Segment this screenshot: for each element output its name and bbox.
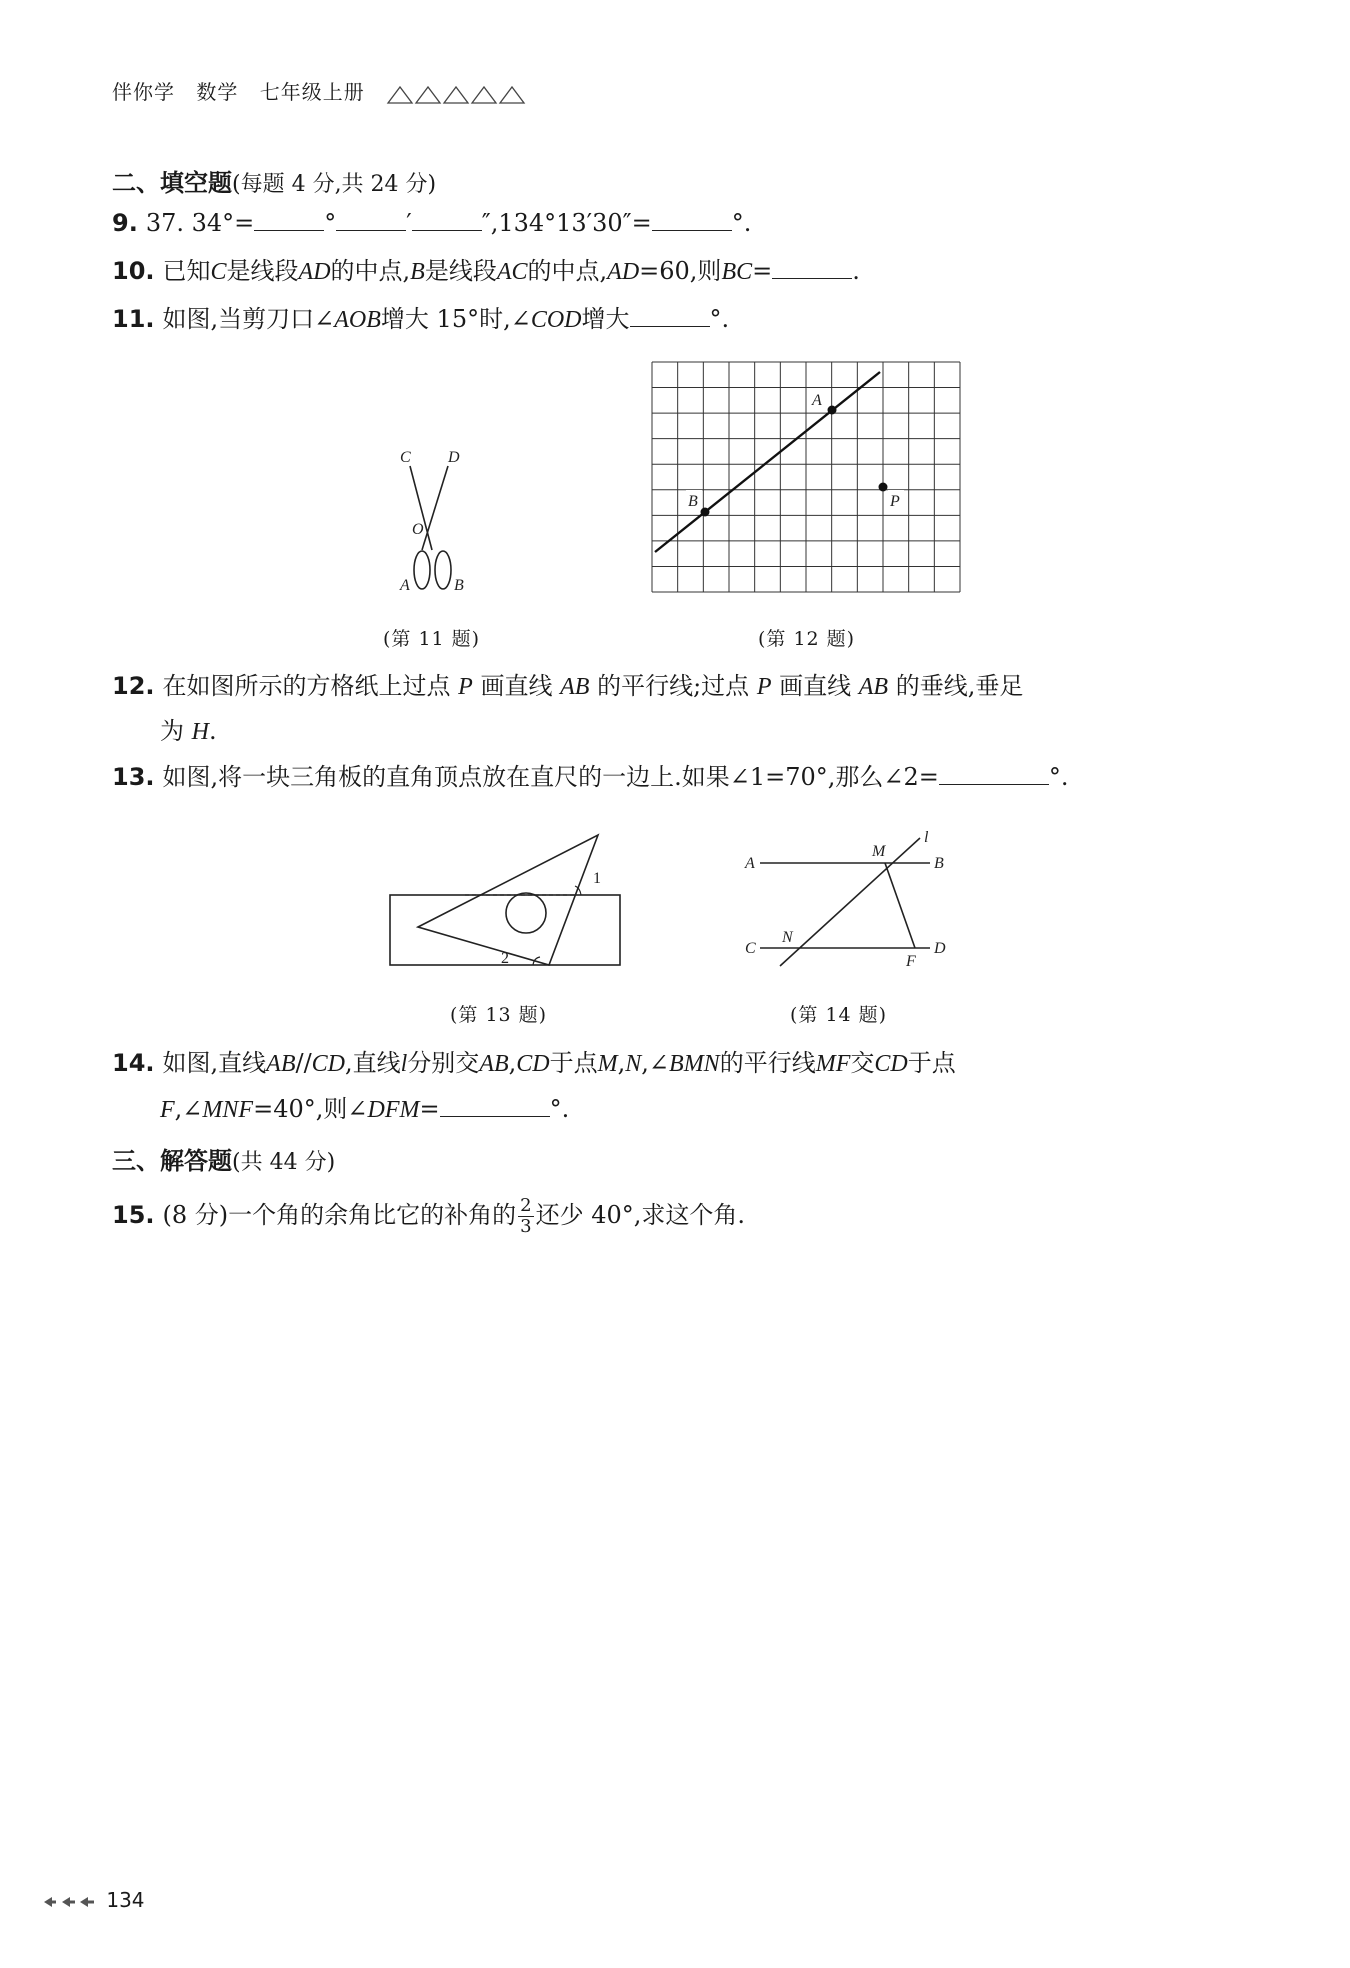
label-b: B xyxy=(454,577,464,594)
point-p xyxy=(879,483,888,492)
scissors-handle-a xyxy=(414,551,430,589)
section-answer-title: 三、解答题(共 44 分) xyxy=(112,1147,336,1175)
answer-blank[interactable] xyxy=(939,762,1049,785)
answer-blank[interactable] xyxy=(772,256,852,279)
grid-lines xyxy=(652,362,960,592)
question-15: 15. (8 分)一个角的余角比它的补角的 $\frac{2}{3}$ 还少 40°,求这个角. xyxy=(112,1195,746,1237)
label-b: B xyxy=(688,493,698,510)
figure-14-caption: (第 14 题) xyxy=(790,1004,888,1026)
line-mf xyxy=(885,863,915,948)
section-fill-blank-title: 二、填空题(每题 4 分,共 24 分) xyxy=(112,169,437,197)
point-b xyxy=(701,508,710,517)
subject: 数学 xyxy=(196,80,239,104)
label-a: A xyxy=(812,392,822,409)
label-c: C xyxy=(745,940,756,957)
arrows-decoration-icon xyxy=(40,1894,100,1910)
question-14-line2: F,∠MNF=40°,则∠DFM= °. xyxy=(160,1095,570,1123)
figure-12-caption: (第 12 题) xyxy=(758,628,856,650)
label-angle-2: 2 xyxy=(501,950,509,967)
figure-14-parallel-lines xyxy=(740,828,970,968)
book-title: 伴你学 xyxy=(112,80,175,104)
label-o: O xyxy=(412,521,424,538)
page-number: 134 xyxy=(106,1888,145,1912)
answer-blank[interactable] xyxy=(630,304,710,327)
question-13: 13. 如图,将一块三角板的直角顶点放在直尺的一边上.如果∠1=70°,那么∠2= °. xyxy=(112,763,1069,791)
label-b: B xyxy=(934,855,944,872)
figure-13-triangle-ruler xyxy=(385,830,625,970)
question-12: 12. 在如图所示的方格纸上过点 P 画直线 AB 的平行线;过点 P 画直线 AB 的垂线,垂足 xyxy=(112,672,1024,700)
answer-blank[interactable] xyxy=(440,1094,550,1117)
page-footer xyxy=(40,1888,145,1912)
label-l: l xyxy=(924,829,929,846)
label-d: D xyxy=(448,449,460,466)
question-14: 14. 如图,直线AB//CD,直线l分别交AB,CD于点M,N,∠BMN的平行线MF交CD于点 xyxy=(112,1049,956,1077)
scissors-handle-b xyxy=(435,551,451,589)
answer-blank[interactable] xyxy=(412,208,482,231)
line-ab xyxy=(655,372,880,552)
question-11: 11. 如图,当剪刀口∠AOB增大 15°时,∠COD增大 °. xyxy=(112,305,730,333)
figure-13-caption: (第 13 题) xyxy=(450,1004,548,1026)
grade: 七年级上册 xyxy=(259,80,365,104)
answer-blank[interactable] xyxy=(254,208,324,231)
label-a: A xyxy=(745,855,755,872)
label-p: P xyxy=(890,493,900,510)
figure-12-grid xyxy=(650,360,965,596)
scissors-blade-d xyxy=(422,466,448,550)
triangle xyxy=(418,835,598,965)
answer-blank[interactable] xyxy=(336,208,406,231)
triangle-decoration-icon xyxy=(386,83,536,105)
answer-blank[interactable] xyxy=(652,208,732,231)
label-d: D xyxy=(934,940,946,957)
page-header xyxy=(112,76,536,105)
figure-11-caption: (第 11 题) xyxy=(383,628,481,650)
label-f: F xyxy=(906,953,916,968)
figure-11-scissors xyxy=(370,440,500,610)
point-a xyxy=(828,406,837,415)
label-a: A xyxy=(400,577,410,594)
label-c: C xyxy=(400,449,411,466)
question-9: 9. 37. 34°= ° ′ ″,134°13′30″= °. xyxy=(112,209,752,237)
question-10: 10. 已知C是线段AD的中点,B是线段AC的中点,AD=60,则BC= . xyxy=(112,257,860,285)
question-12-line2: 为 H. xyxy=(160,717,217,745)
fraction-two-thirds: $\frac{2}{3}$ xyxy=(520,1195,532,1237)
label-angle-1: 1 xyxy=(593,870,601,887)
label-n: N xyxy=(782,929,793,946)
triangle-hole xyxy=(506,893,546,933)
label-m: M xyxy=(872,843,886,860)
